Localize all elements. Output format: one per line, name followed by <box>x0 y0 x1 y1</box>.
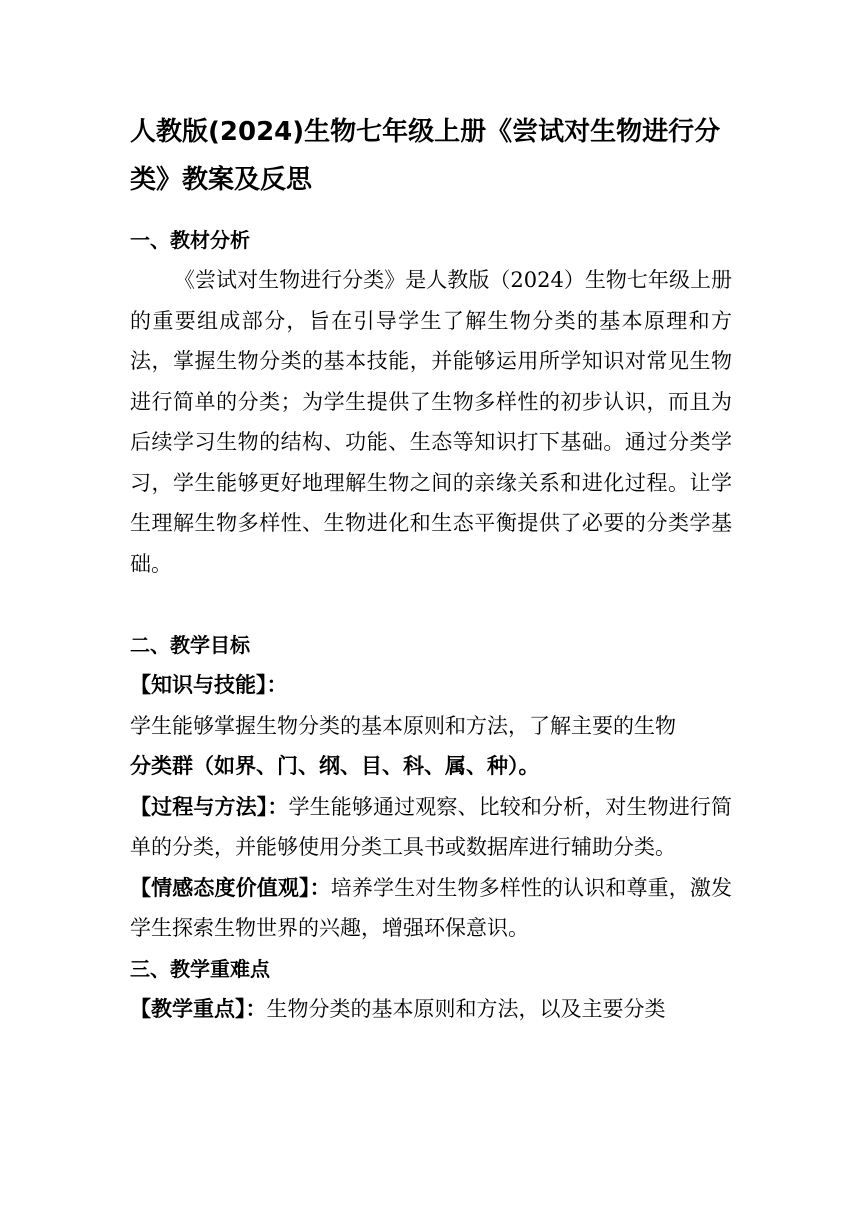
section-teaching-goals <box>130 625 732 1029</box>
key-point <box>130 989 732 1030</box>
goal-process-label: 【过程与方法】： <box>130 794 289 819</box>
section-paragraph: 《尝试对生物进行分类》是人教版（2024）生物七年级上册的重要组成部分，旨在引导学生了解生物分类的基本原理和方法，掌握生物分类的基本技能，并能够运用所学知识对常见生物进行简单的分类；为学生提供了生物多样性的初步认识，而且为后续学习生物的结构、功能、生态等知识打下基础。通过分类学习，学生能够更好地理解生物之间的亲缘关系和进化过程。让学生理解生物多样性、生物进化和生态平衡提供了必要的分类学基础。 <box>130 268 732 576</box>
section-heading: 二、教学目标 <box>130 633 250 657</box>
document-title: 人教版(2024)生物七年级上册《尝试对生物进行分类》教案及反思 <box>130 117 721 195</box>
goal-knowledge-label: 【知识与技能】： <box>130 673 288 697</box>
key-point-text: 生物分类的基本原则和方法，以及主要分类 <box>266 996 666 1021</box>
goal-knowledge-label-line <box>130 665 732 706</box>
goal-emotion <box>130 868 732 949</box>
goal-emotion-label: 【情感态度价值观】： <box>130 875 331 900</box>
goal-process-text: 学生能够通过观察、比较和分析，对生物进行简单的分类，并能够使用分类工具书或数据库进行辅助分类。 <box>130 794 732 859</box>
goal-knowledge-text: 学生能够掌握生物分类的基本原则和方法，了解主要的生物 <box>130 713 676 738</box>
section-textbook-analysis <box>130 220 732 584</box>
key-point-label: 【教学重点】： <box>130 996 267 1021</box>
goal-knowledge-text-bold: 分类群（如界、门、纲、目、科、属、种）。 <box>130 754 540 778</box>
section-heading-key-points: 三、教学重难点 <box>130 956 270 981</box>
section-heading: 一、教材分析 <box>130 228 250 252</box>
goal-emotion-text: 培养学生对生物多样性的认识和尊重，激发学生探索生物世界的兴趣，增强环保意识。 <box>130 875 732 940</box>
goal-process <box>130 787 732 868</box>
